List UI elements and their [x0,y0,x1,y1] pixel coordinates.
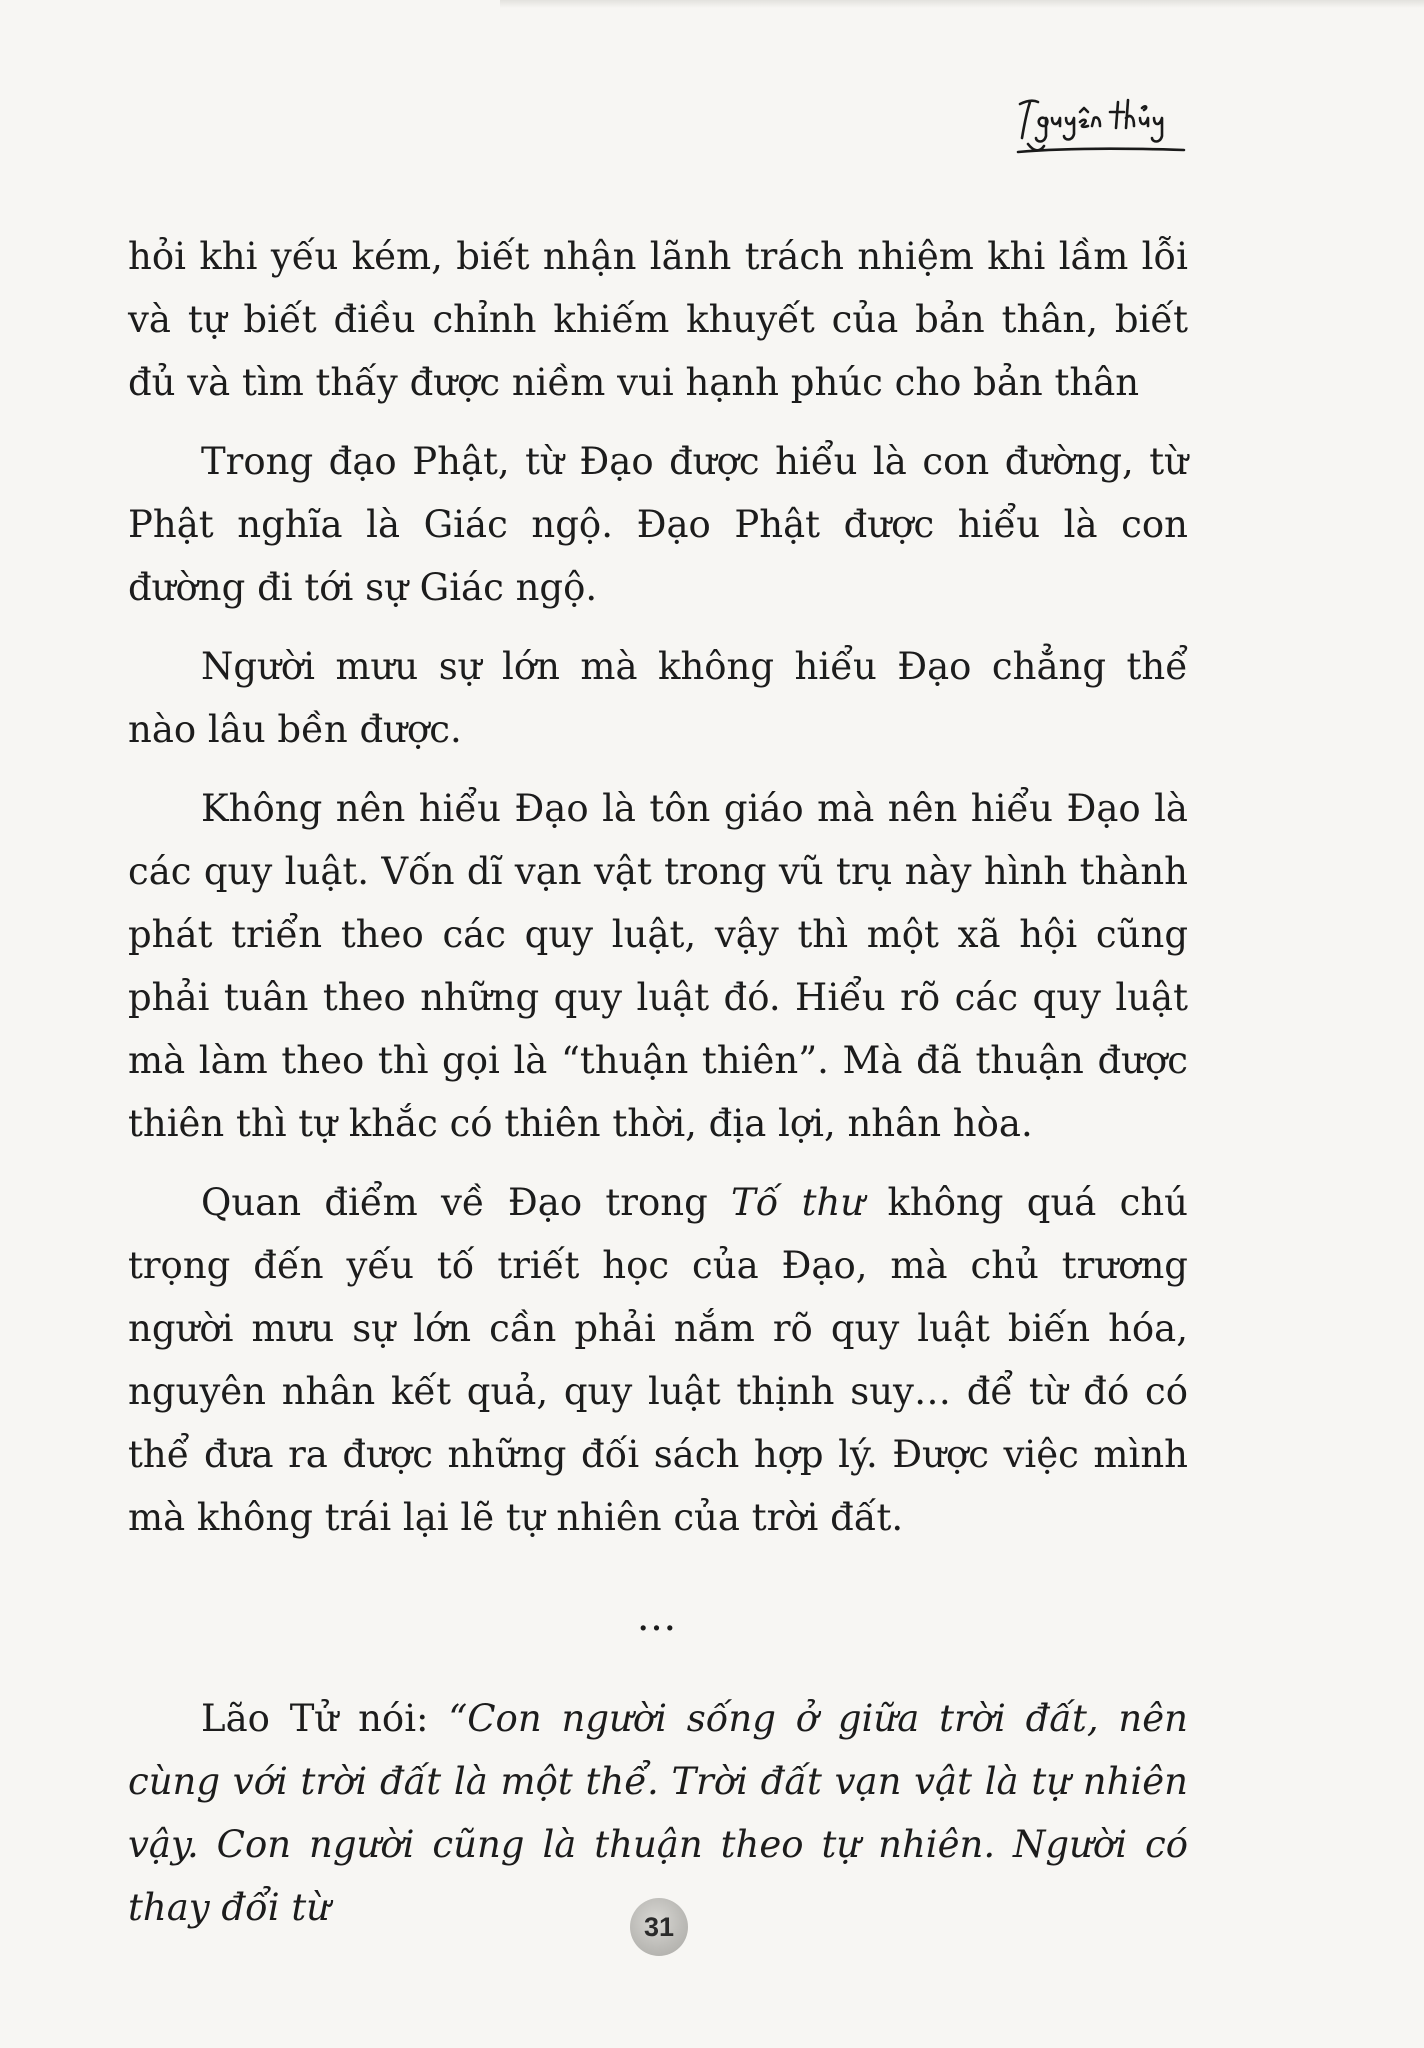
page-number-badge [630,1898,688,1956]
paragraph-3: Người mưu sự lớn mà không hiểu Đạo chẳng thể nào lâu bền được. [128,645,1188,751]
paragraph-2: Trong đạo Phật, từ Đạo được hiểu là con đường, từ Phật nghĩa là Giác ngộ. Đạo Phật được hiểu là con đường đi tới sự Giác ngộ. [128,440,1188,609]
paragraph-1: hỏi khi yếu kém, biết nhận lãnh trách nhiệm khi lầm lỗi và tự biết điều chỉnh khiếm khuyết của bản thân, biết đủ và tìm thấy được niềm vui hạnh phúc cho bản thân [128,235,1188,404]
quote-italic-text: “Con người sống ở giữa trời đất, nên cùng với trời đất là một thể. Trời đất vạn vật là tự nhiên vậy. Con người cũng là thuận theo tự nhiên. Người có thay đổi từ [128,1697,1188,1929]
paragraph-5 [128,1171,1188,1549]
section-separator: … [636,1594,680,1640]
book-title-italic: Tố thư [731,1181,865,1224]
paragraph-5-before: Quan điểm về Đạo trong [201,1181,732,1224]
page-number: 31 [643,1911,675,1942]
page-top-edge [500,0,1424,8]
nguyen-thuy-logo [1014,92,1189,162]
handwritten-logo-graphic [1014,92,1189,162]
quote-lead: Lão Tử nói: [201,1697,449,1740]
paragraph-4: Không nên hiểu Đạo là tôn giáo mà nên hiểu Đạo là các quy luật. Vốn dĩ vạn vật trong vũ trụ này hình thành phát triển theo các quy luật, vậy thì một xã hội cũng phải tuân theo những quy luật đó. Hiểu rõ các quy luật mà làm theo thì gọi là “thuận thiên”. Mà đã thuận được thiên thì tự khắc có thiên thời, địa lợi, nhân hòa. [128,787,1188,1145]
paragraph-5-after: không quá chú trọng đến yếu tố triết học của Đạo, mà chủ trương người mưu sự lớn cần phải nắm rõ quy luật biến hóa, nguyên nhân kết quả, quy luật thịnh suy… để từ đó có thể đưa ra được những đối sách hợp lý. Được việc mình mà không trái lại lẽ tự nhiên của trời đất. [128,1181,1189,1539]
page-body [128,225,1188,1955]
